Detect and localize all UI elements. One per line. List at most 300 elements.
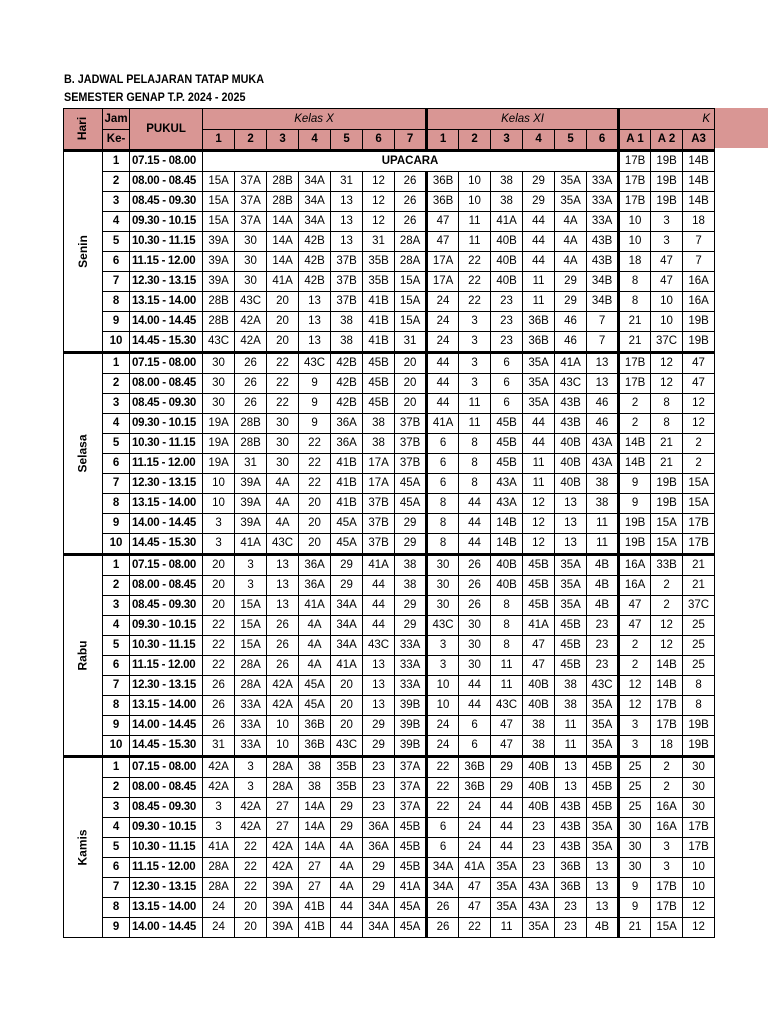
schedule-cell: 30 xyxy=(203,394,235,414)
schedule-cell: 47 xyxy=(427,232,459,252)
schedule-cell: 45A xyxy=(331,514,363,534)
schedule-cell: 6 xyxy=(491,374,523,394)
schedule-cell: 40B xyxy=(491,576,523,596)
schedule-cell: 38 xyxy=(587,474,619,494)
schedule-cell: 38 xyxy=(363,434,395,454)
schedule-cell: 20 xyxy=(299,514,331,534)
schedule-cell: 4A xyxy=(331,838,363,858)
schedule-row xyxy=(64,192,715,212)
time-range: 07.15 - 08.00 xyxy=(130,151,203,172)
schedule-cell: 34A xyxy=(363,898,395,918)
schedule-cell: 10 xyxy=(459,172,491,192)
schedule-cell: 15A xyxy=(203,212,235,232)
schedule-cell: 42B xyxy=(331,374,363,394)
schedule-cell: 20 xyxy=(267,332,299,353)
schedule-cell: 45B xyxy=(555,656,587,676)
schedule-cell: 45A xyxy=(395,494,427,514)
schedule-cell: 37A xyxy=(395,778,427,798)
schedule-cell: 24 xyxy=(427,332,459,353)
schedule-cell: 44 xyxy=(363,596,395,616)
schedule-cell: 45B xyxy=(491,434,523,454)
schedule-cell: 25 xyxy=(683,616,715,636)
schedule-cell: 36B xyxy=(523,312,555,332)
schedule-cell: 8 xyxy=(619,272,651,292)
schedule-cell: 41A xyxy=(203,838,235,858)
schedule-cell: 20 xyxy=(267,292,299,312)
schedule-cell: 13 xyxy=(587,374,619,394)
schedule-cell: 34A xyxy=(299,172,331,192)
schedule-cell: 30 xyxy=(203,374,235,394)
jam-number: 1 xyxy=(103,757,130,778)
schedule-cell: 19B xyxy=(651,474,683,494)
schedule-cell: 12 xyxy=(523,494,555,514)
schedule-cell: 28B xyxy=(267,172,299,192)
schedule-cell: 22 xyxy=(267,394,299,414)
schedule-cell: 42A xyxy=(267,696,299,716)
schedule-cell: 17B xyxy=(619,172,651,192)
schedule-cell: 30 xyxy=(203,353,235,374)
schedule-cell: 4A xyxy=(267,494,299,514)
schedule-cell: 13 xyxy=(363,656,395,676)
schedule-row xyxy=(64,414,715,434)
schedule-cell: 11 xyxy=(555,716,587,736)
schedule-cell: 10 xyxy=(203,494,235,514)
column-number-header: 4 xyxy=(523,130,555,151)
schedule-cell: 22 xyxy=(203,636,235,656)
schedule-cell: 26 xyxy=(395,212,427,232)
schedule-cell: 39A xyxy=(267,878,299,898)
time-range: 13.15 - 14.00 xyxy=(130,696,203,716)
schedule-cell: 3 xyxy=(235,576,267,596)
time-range: 07.15 - 08.00 xyxy=(130,757,203,778)
schedule-cell: 43B xyxy=(555,798,587,818)
schedule-cell: 14B xyxy=(683,192,715,212)
schedule-cell: 23 xyxy=(587,636,619,656)
schedule-cell: 24 xyxy=(459,798,491,818)
schedule-cell: 21 xyxy=(619,332,651,353)
schedule-cell: 3 xyxy=(235,757,267,778)
schedule-cell: 11 xyxy=(459,212,491,232)
schedule-cell: 26 xyxy=(203,716,235,736)
schedule-cell: 15A xyxy=(651,514,683,534)
schedule-cell: 11 xyxy=(459,394,491,414)
schedule-cell: 14B xyxy=(491,534,523,555)
schedule-cell: 10 xyxy=(683,878,715,898)
schedule-cell: 44 xyxy=(331,918,363,938)
schedule-cell: 11 xyxy=(523,272,555,292)
schedule-cell: 23 xyxy=(363,778,395,798)
schedule-cell: 38 xyxy=(491,172,523,192)
schedule-cell: 4A xyxy=(555,232,587,252)
schedule-cell: 3 xyxy=(427,656,459,676)
schedule-cell: 22 xyxy=(203,656,235,676)
schedule-cell: 43C xyxy=(299,353,331,374)
jam-number: 4 xyxy=(103,818,130,838)
jam-number: 2 xyxy=(103,374,130,394)
schedule-cell: 36B xyxy=(523,332,555,353)
column-number-header: 7 xyxy=(395,130,427,151)
schedule-cell: 18 xyxy=(651,736,683,757)
column-number-header: A 2 xyxy=(651,130,683,151)
schedule-cell: 24 xyxy=(203,918,235,938)
jam-number: 2 xyxy=(103,172,130,192)
schedule-cell: 12 xyxy=(523,534,555,555)
schedule-cell: 38 xyxy=(523,716,555,736)
schedule-cell: 41A xyxy=(235,534,267,555)
schedule-cell: 11 xyxy=(587,514,619,534)
schedule-cell: 8 xyxy=(459,454,491,474)
column-number-header: 6 xyxy=(587,130,619,151)
schedule-cell: 36A xyxy=(363,838,395,858)
schedule-cell: 38 xyxy=(331,312,363,332)
schedule-cell: 23 xyxy=(523,838,555,858)
schedule-cell: 41A xyxy=(267,272,299,292)
schedule-cell: 17B xyxy=(651,898,683,918)
schedule-cell: 2 xyxy=(619,394,651,414)
schedule-cell: 45A xyxy=(331,534,363,555)
schedule-cell: 30 xyxy=(427,576,459,596)
time-range: 08.00 - 08.45 xyxy=(130,374,203,394)
schedule-cell: 38 xyxy=(395,576,427,596)
schedule-cell: 35A xyxy=(587,716,619,736)
jam-number: 6 xyxy=(103,252,130,272)
schedule-cell: 40B xyxy=(555,434,587,454)
schedule-cell: 17B xyxy=(651,716,683,736)
column-number-header: 5 xyxy=(331,130,363,151)
time-range: 09.30 - 10.15 xyxy=(130,414,203,434)
schedule-cell: 41A xyxy=(555,353,587,374)
schedule-cell: 29 xyxy=(395,616,427,636)
schedule-cell: 28A xyxy=(395,232,427,252)
schedule-cell: 17A xyxy=(427,272,459,292)
schedule-cell: 14B xyxy=(651,676,683,696)
time-range: 12.30 - 13.15 xyxy=(130,878,203,898)
kelas-xi-header: Kelas XI xyxy=(427,109,619,130)
time-range: 12.30 - 13.15 xyxy=(130,474,203,494)
day-label-selasa: Selasa xyxy=(64,353,103,555)
schedule-cell: 6 xyxy=(427,818,459,838)
jam-number: 5 xyxy=(103,434,130,454)
jam-number: 1 xyxy=(103,353,130,374)
schedule-cell: 34A xyxy=(299,212,331,232)
schedule-row xyxy=(64,232,715,252)
schedule-cell: 13 xyxy=(331,192,363,212)
schedule-cell: 35B xyxy=(331,778,363,798)
schedule-cell: 2 xyxy=(619,414,651,434)
schedule-cell: 19B xyxy=(619,514,651,534)
schedule-cell: 19A xyxy=(203,454,235,474)
schedule-cell: 17A xyxy=(363,474,395,494)
schedule-cell: 36A xyxy=(331,414,363,434)
schedule-cell: 14A xyxy=(267,232,299,252)
time-range: 09.30 - 10.15 xyxy=(130,818,203,838)
schedule-cell: 38 xyxy=(491,192,523,212)
schedule-row xyxy=(64,838,715,858)
schedule-cell: 20 xyxy=(331,676,363,696)
jam-number: 4 xyxy=(103,616,130,636)
jam-number: 8 xyxy=(103,898,130,918)
schedule-cell: 2 xyxy=(683,454,715,474)
schedule-cell: 33A xyxy=(395,676,427,696)
schedule-cell: 3 xyxy=(203,534,235,555)
time-range: 08.00 - 08.45 xyxy=(130,778,203,798)
schedule-cell: 35A xyxy=(523,374,555,394)
schedule-cell: 44 xyxy=(523,212,555,232)
schedule-cell: 11 xyxy=(491,918,523,938)
schedule-cell: 20 xyxy=(203,576,235,596)
schedule-cell: 28B xyxy=(267,192,299,212)
schedule-cell: 26 xyxy=(267,636,299,656)
schedule-cell: 13 xyxy=(267,596,299,616)
schedule-cell: 35A xyxy=(587,736,619,757)
schedule-row xyxy=(64,172,715,192)
schedule-cell: 19A xyxy=(203,434,235,454)
schedule-cell: 35A xyxy=(587,838,619,858)
schedule-cell: 30 xyxy=(235,252,267,272)
schedule-cell: 45B xyxy=(587,798,619,818)
schedule-cell: 42B xyxy=(299,252,331,272)
schedule-cell: 19B xyxy=(651,172,683,192)
schedule-cell: 40B xyxy=(555,474,587,494)
schedule-cell: 12 xyxy=(683,918,715,938)
schedule-cell: 26 xyxy=(395,192,427,212)
schedule-cell: 45B xyxy=(395,818,427,838)
time-range: 08.45 - 09.30 xyxy=(130,798,203,818)
schedule-cell: 25 xyxy=(619,778,651,798)
schedule-cell: 14A xyxy=(299,838,331,858)
time-range: 08.00 - 08.45 xyxy=(130,172,203,192)
schedule-cell: 30 xyxy=(683,778,715,798)
schedule-cell: 22 xyxy=(267,374,299,394)
column-number-header: 1 xyxy=(203,130,235,151)
schedule-cell: 44 xyxy=(459,514,491,534)
schedule-cell: 10 xyxy=(427,676,459,696)
schedule-cell: 39A xyxy=(235,494,267,514)
column-number-header: 2 xyxy=(459,130,491,151)
schedule-cell: 38 xyxy=(299,778,331,798)
schedule-cell: 28A xyxy=(235,656,267,676)
jam-number: 8 xyxy=(103,292,130,312)
schedule-cell: 45B xyxy=(587,778,619,798)
schedule-cell: 26 xyxy=(235,394,267,414)
schedule-cell: 28B xyxy=(235,414,267,434)
time-range: 12.30 - 13.15 xyxy=(130,272,203,292)
schedule-cell: 35A xyxy=(491,858,523,878)
time-range: 14.45 - 15.30 xyxy=(130,332,203,353)
schedule-cell: 30 xyxy=(427,596,459,616)
jam-number: 9 xyxy=(103,514,130,534)
schedule-cell: 42A xyxy=(235,818,267,838)
schedule-cell: 45A xyxy=(395,898,427,918)
time-range: 10.30 - 11.15 xyxy=(130,434,203,454)
schedule-cell: 41B xyxy=(363,332,395,353)
schedule-cell: 44 xyxy=(491,818,523,838)
schedule-cell: 42A xyxy=(203,778,235,798)
schedule-cell: 44 xyxy=(523,434,555,454)
schedule-cell: 20 xyxy=(395,353,427,374)
schedule-cell: 29 xyxy=(523,172,555,192)
schedule-cell: 13 xyxy=(267,576,299,596)
schedule-cell: 15A xyxy=(651,534,683,555)
schedule-cell: 35A xyxy=(555,576,587,596)
schedule-cell: 20 xyxy=(203,555,235,576)
schedule-cell: 7 xyxy=(683,252,715,272)
schedule-cell: 30 xyxy=(619,838,651,858)
schedule-cell: 7 xyxy=(587,332,619,353)
schedule-cell: 43C xyxy=(427,616,459,636)
jam-ke-header: Ke- xyxy=(103,130,130,151)
schedule-cell: 35B xyxy=(363,252,395,272)
schedule-cell: 29 xyxy=(363,878,395,898)
schedule-row xyxy=(64,918,715,938)
time-range: 14.45 - 15.30 xyxy=(130,736,203,757)
schedule-cell: 12 xyxy=(619,676,651,696)
schedule-cell: 35B xyxy=(363,272,395,292)
schedule-cell: 3 xyxy=(203,798,235,818)
schedule-cell: 41A xyxy=(299,596,331,616)
jam-number: 3 xyxy=(103,192,130,212)
schedule-cell: 17B xyxy=(683,514,715,534)
schedule-cell: 7 xyxy=(587,312,619,332)
schedule-row xyxy=(64,555,715,576)
schedule-cell: 44 xyxy=(523,232,555,252)
schedule-cell: 45B xyxy=(363,374,395,394)
schedule-cell: 22 xyxy=(459,252,491,272)
schedule-cell: 23 xyxy=(363,798,395,818)
schedule-cell: 14A xyxy=(299,818,331,838)
schedule-row xyxy=(64,212,715,232)
schedule-cell: 38 xyxy=(331,332,363,353)
schedule-row xyxy=(64,312,715,332)
column-number-header: 6 xyxy=(363,130,395,151)
jam-number: 4 xyxy=(103,414,130,434)
schedule-cell: 14A xyxy=(267,252,299,272)
schedule-row xyxy=(64,434,715,454)
schedule-cell: 20 xyxy=(203,596,235,616)
schedule-cell: 21 xyxy=(683,576,715,596)
schedule-cell: 10 xyxy=(203,474,235,494)
jam-header: Jam xyxy=(103,109,130,130)
hari-header: Hari xyxy=(64,109,103,151)
schedule-cell: 40B xyxy=(491,555,523,576)
jam-number: 5 xyxy=(103,838,130,858)
schedule-cell: 30 xyxy=(267,414,299,434)
schedule-cell: 13 xyxy=(587,898,619,918)
schedule-cell: 4A xyxy=(331,858,363,878)
schedule-cell: 15A xyxy=(651,918,683,938)
schedule-cell: 29 xyxy=(363,858,395,878)
jam-number: 6 xyxy=(103,858,130,878)
schedule-cell: 38 xyxy=(587,494,619,514)
schedule-cell: 20 xyxy=(331,696,363,716)
schedule-cell: 17B xyxy=(683,838,715,858)
schedule-cell: 13 xyxy=(363,676,395,696)
document-subtitle: SEMESTER GENAP T.P. 2024 - 2025 xyxy=(64,90,246,104)
schedule-cell: 35A xyxy=(587,818,619,838)
schedule-cell: 31 xyxy=(363,232,395,252)
schedule-cell: 29 xyxy=(363,716,395,736)
schedule-cell: 15A xyxy=(683,494,715,514)
schedule-cell: 23 xyxy=(523,818,555,838)
day-label-kamis: Kamis xyxy=(64,757,103,938)
schedule-cell: 41A xyxy=(491,212,523,232)
schedule-cell: 30 xyxy=(619,818,651,838)
schedule-row xyxy=(64,858,715,878)
schedule-cell: 22 xyxy=(459,918,491,938)
schedule-cell: 46 xyxy=(555,332,587,353)
schedule-cell: 28A xyxy=(203,858,235,878)
schedule-cell: 2 xyxy=(619,656,651,676)
jam-number: 3 xyxy=(103,596,130,616)
schedule-cell: 22 xyxy=(299,454,331,474)
schedule-row xyxy=(64,596,715,616)
schedule-cell: 36B xyxy=(555,858,587,878)
schedule-row xyxy=(64,818,715,838)
schedule-cell: 15A xyxy=(395,292,427,312)
schedule-cell: 30 xyxy=(459,616,491,636)
schedule-cell: 47 xyxy=(683,353,715,374)
schedule-cell: 3 xyxy=(651,838,683,858)
schedule-cell: 13 xyxy=(331,232,363,252)
schedule-cell: 44 xyxy=(491,798,523,818)
schedule-cell: 3 xyxy=(619,736,651,757)
schedule-cell: 38 xyxy=(395,555,427,576)
schedule-cell: 9 xyxy=(299,394,331,414)
schedule-cell: 30 xyxy=(619,858,651,878)
schedule-cell: 23 xyxy=(523,858,555,878)
schedule-cell: 26 xyxy=(267,656,299,676)
schedule-cell: 43A xyxy=(587,454,619,474)
schedule-cell: 44 xyxy=(523,252,555,272)
schedule-cell: 2 xyxy=(683,434,715,454)
schedule-cell: 25 xyxy=(619,757,651,778)
schedule-cell: 15A xyxy=(395,312,427,332)
schedule-cell: 36B xyxy=(299,716,331,736)
schedule-cell: 26 xyxy=(427,918,459,938)
schedule-cell: 43C xyxy=(203,332,235,353)
schedule-cell: 13 xyxy=(587,353,619,374)
schedule-cell: 34A xyxy=(331,596,363,616)
schedule-cell: 24 xyxy=(427,292,459,312)
schedule-cell: 10 xyxy=(267,716,299,736)
schedule-cell: 6 xyxy=(459,736,491,757)
schedule-cell: 41B xyxy=(331,454,363,474)
schedule-cell: 43A xyxy=(491,474,523,494)
schedule-cell: 25 xyxy=(619,798,651,818)
schedule-cell: 26 xyxy=(203,696,235,716)
schedule-cell: 4A xyxy=(299,636,331,656)
schedule-cell: 9 xyxy=(619,474,651,494)
schedule-cell: 19B xyxy=(683,332,715,353)
schedule-cell: 41A xyxy=(459,858,491,878)
schedule-cell: 27 xyxy=(299,858,331,878)
schedule-cell: 20 xyxy=(299,534,331,555)
schedule-cell: 22 xyxy=(427,798,459,818)
schedule-row xyxy=(64,757,715,778)
schedule-cell: 30 xyxy=(267,454,299,474)
jam-number: 10 xyxy=(103,332,130,353)
schedule-cell: 12 xyxy=(619,696,651,716)
schedule-cell: 40B xyxy=(523,757,555,778)
schedule-cell: 40B xyxy=(523,696,555,716)
schedule-row xyxy=(64,151,715,172)
schedule-cell: 28A xyxy=(395,252,427,272)
schedule-cell: 13 xyxy=(587,878,619,898)
schedule-cell: 40B xyxy=(491,232,523,252)
schedule-cell: 10 xyxy=(459,192,491,212)
schedule-cell: 33A xyxy=(395,656,427,676)
schedule-cell: 43B xyxy=(587,232,619,252)
